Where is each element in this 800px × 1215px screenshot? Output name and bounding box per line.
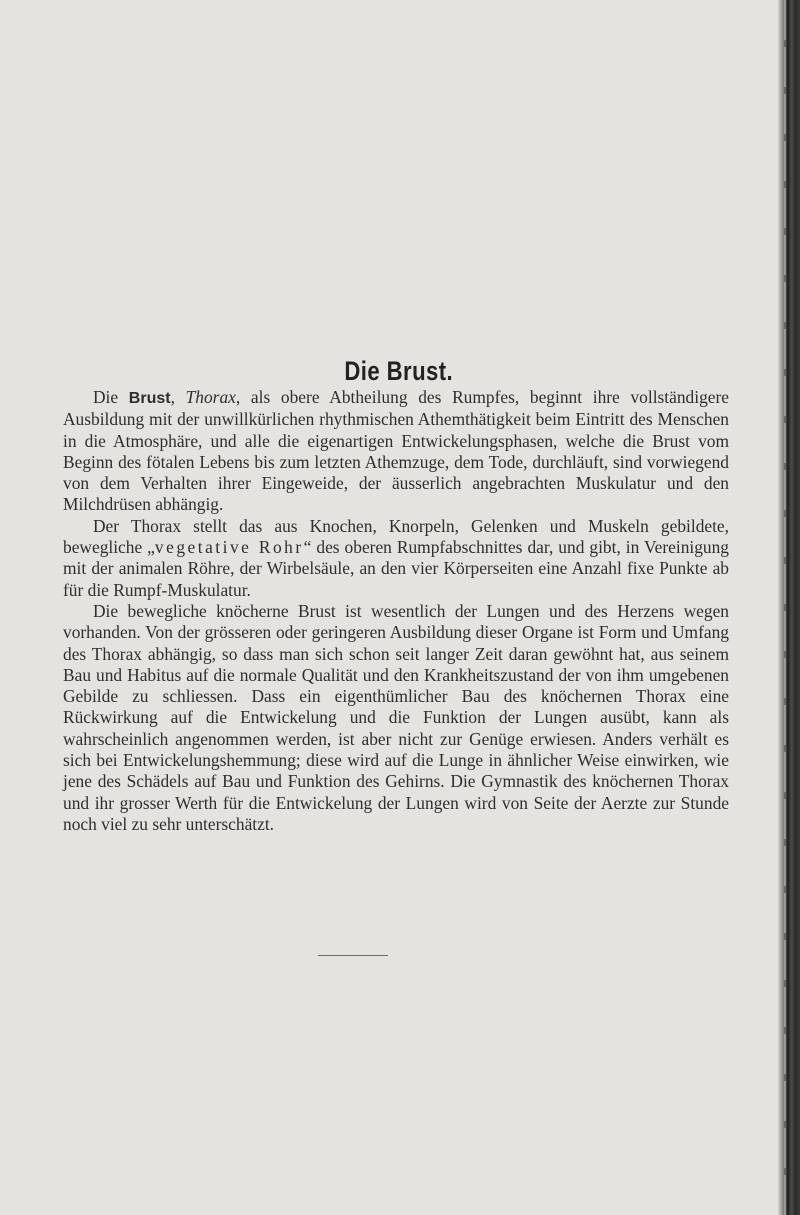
- section-divider: [318, 955, 388, 956]
- paragraph-1-comma: ,: [170, 387, 186, 407]
- paragraph-2-after: “ des oberen Rumpfabschnittes dar, und gibt, in Vereinigung mit der animalen Röhre, der Wirbelsäule, an den vier Körperseiten eine Anzahl fixe Punkte ab für die Rumpf-Muskulatur.: [63, 537, 730, 600]
- paragraph-1: [63, 387, 729, 516]
- body-text: [63, 387, 729, 835]
- paragraph-1-lead: Die: [93, 387, 129, 407]
- term-brust: Brust: [128, 390, 171, 407]
- paragraph-2-before: Der Thorax stellt das aus Knochen, Knorpeln, Gelenken und Muskeln gebildete, bewegliche „: [63, 515, 729, 558]
- paragraph-2: [63, 516, 729, 601]
- page-title: Die Brust.: [344, 356, 454, 387]
- book-page-edge: [778, 0, 800, 1215]
- term-thorax: Thorax: [185, 387, 236, 407]
- paragraph-3: Die bewegliche knöcherne Brust ist wesentlich der Lungen und des Herzens wegen vorhanden. Von der grösseren oder geringeren Ausbildung dieser Organe ist Form und Umfang des Thorax abhängig, so dass man sich schon seit langer Zeit daran gewöhnt hat, aus seinem Bau und Habitus auf die normale Qualität und den Krankheitszustand der von ihm umgebenen Gebilde zu schliessen. Dass ein eigenthümlicher Bau des knöchernen Thorax eine Rückwirkung auf die Entwickelung und die Funktion der Lungen ausübt, kann als wahrscheinlich angenommen werden, ist aber nicht zur Genüge erwiesen. Anders verhält es sich bei Entwickelungshemmung; diese wird auf die Lunge in ähnlicher Weise einwirken, wie jene des Schädels auf Bau und Funktion des Gehirns. Die Gymnastik des knöchernen Thorax und ihr grosser Werth für die Entwickelung der Lungen wird von Seite der Aerzte zur Stunde noch viel zu sehr unterschätzt.: [63, 600, 729, 834]
- paragraph-1-text: , als obere Abtheilung des Rumpfes, beginnt ihre vollständigere Ausbildung mit der unwillkürlichen rhythmischen Athemthätigkeit beim Eintritt des Menschen in die Atmosphäre, und alle die eigenartigen Entwickelungsphasen, welche die Brust vom Beginn des fötalen Lebens bis zum letzten Athemzuge, dem Tode, durchläuft, sind vorwiegend von dem Verhalten ihrer Eingeweide, der äusserlich angebrachten Muskulatur und den Milchdrüsen abhängig.: [63, 387, 729, 515]
- spaced-term: vegetative Rohr: [154, 537, 304, 558]
